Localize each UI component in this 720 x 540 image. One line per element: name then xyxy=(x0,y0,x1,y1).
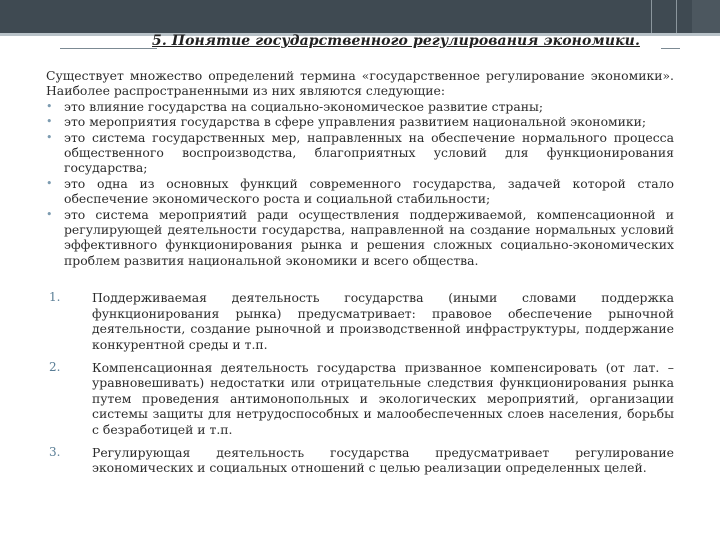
activity-types-list xyxy=(46,290,674,475)
bullet-icon: • xyxy=(46,207,53,221)
slide-header-bar xyxy=(0,0,720,35)
item-number: 2. xyxy=(49,359,61,374)
title-area xyxy=(60,33,680,58)
intro-paragraph: Существует множество определений термина «государственное регулирование экономики». Наиболее распространенными из них являются следующие: xyxy=(46,68,674,99)
numbered-item: 2. Компенсационная деятельность государства призванное компенсировать (от лат. – уравновешивать) недостатки или отрицательные следствия функционирования рынка путем проведения антимонопольных и экологических мероприятий, организации системы защиты для нетрудоспособных и малообеспеченных слоев населения, борьбы с безработицей и т.п. xyxy=(49,359,674,437)
list-item: • это влияние государства на социально-экономическое развитие страны; xyxy=(46,98,544,114)
list-item: • это система государственных мер, направленных на обеспечение нормального процесса общественного воспроизводства, благоприятных условий для функционирования государства; xyxy=(46,129,674,176)
slide-title: 5. Понятие государственного регулирования экономики. xyxy=(152,33,640,49)
bullet-icon: • xyxy=(46,176,53,190)
list-item: • это система мероприятий ради осуществления поддерживаемой, компенсационной и регулирующей деятельности государства, направленной на создание нормальных условий эффективного функционирования рынка и решения сложных социально-экономических проблем развития национальной экономики и всего общества. xyxy=(46,206,674,268)
header-divider xyxy=(676,0,677,35)
header-corner-block xyxy=(692,0,720,35)
list-item: • это одна из основных функций современного государства, задачей которой стало обеспечение экономического роста и социальной стабильности; xyxy=(46,175,674,207)
slide-content xyxy=(46,68,674,484)
numbered-item: 3. Регулирующая деятельность государства предусматривает регулирование экономических и социальных отношений с целью реализации определенных целей. xyxy=(49,444,674,476)
bullet-icon: • xyxy=(46,99,53,113)
list-item: • это мероприятия государства в сфере управления развитием национальной экономики; xyxy=(46,114,647,130)
numbered-item: 1. Поддерживаемая деятельность государства (иными словами поддержка функционирования рынка) предусматривает: правовое обеспечение рыночной деятельности, создание рыночной и производственной инфраструктуры, поддержание конкурентной среды и т.п. xyxy=(49,290,674,352)
bullet-icon: • xyxy=(46,115,53,129)
item-number: 1. xyxy=(49,290,61,305)
item-number: 3. xyxy=(49,444,61,459)
header-divider xyxy=(651,0,652,35)
bullet-icon: • xyxy=(46,130,53,144)
definition-list xyxy=(46,99,674,268)
